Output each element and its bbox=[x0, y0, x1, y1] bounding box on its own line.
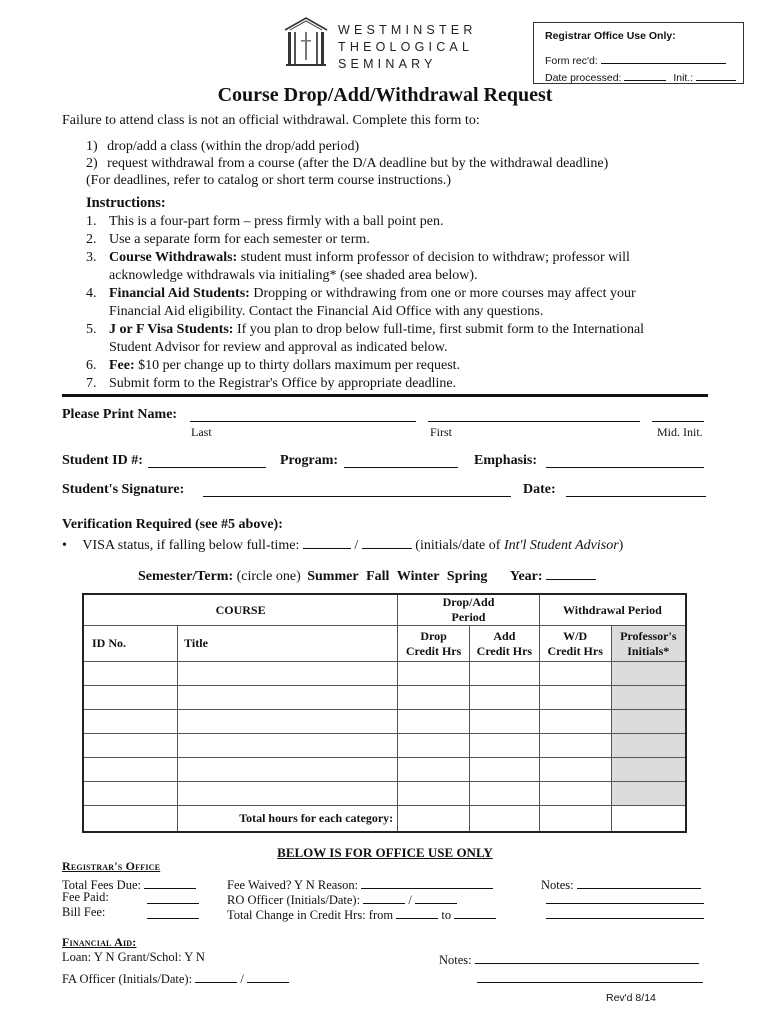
first-label: First bbox=[430, 425, 453, 439]
course-wd-cell[interactable] bbox=[539, 782, 611, 806]
wd-credit-label: Credit Hrs bbox=[547, 643, 603, 658]
signature-field[interactable] bbox=[203, 483, 511, 497]
purpose-1 bbox=[86, 138, 359, 156]
term-label: Semester/Term: bbox=[138, 569, 234, 584]
course-initials-cell[interactable] bbox=[611, 734, 686, 758]
course-title-cell[interactable] bbox=[178, 734, 398, 758]
verification-heading: Verification Required (see #5 above): bbox=[62, 517, 283, 532]
instruction-3-line-1: student must inform professor of decision to withdraw; professor will bbox=[237, 250, 630, 265]
financial-aid-heading: Financial Aid: bbox=[62, 935, 137, 949]
course-title-cell[interactable] bbox=[178, 758, 398, 782]
fa-notes-field-1[interactable] bbox=[475, 950, 699, 964]
course-initials-cell[interactable] bbox=[611, 758, 686, 782]
course-drop-cell[interactable] bbox=[398, 662, 470, 686]
course-row bbox=[83, 662, 686, 686]
withdrawal-period-header: Withdrawal Period bbox=[539, 594, 686, 626]
total-fees-field[interactable] bbox=[144, 875, 196, 889]
ro-officer-date-field[interactable] bbox=[415, 890, 457, 904]
instruction-5-bold: J or F Visa Students: bbox=[109, 322, 234, 337]
office-use-heading: BELOW IS FOR OFFICE USE ONLY bbox=[277, 845, 493, 860]
change-from-field[interactable] bbox=[396, 905, 438, 919]
init-field[interactable] bbox=[696, 67, 736, 81]
registrar-use-box bbox=[533, 22, 744, 84]
fee-waived-label: Fee Waived? Y N Reason: bbox=[227, 878, 359, 892]
seminary-line-3: SEMINARY bbox=[338, 57, 437, 71]
term-option-fall[interactable]: Fall bbox=[366, 569, 390, 584]
course-id-cell[interactable] bbox=[83, 710, 178, 734]
visa-initials-prefix: (initials/date of bbox=[415, 538, 504, 553]
course-row bbox=[83, 710, 686, 734]
year-label: Year: bbox=[509, 569, 543, 584]
instruction-4-bold: Financial Aid Students: bbox=[109, 286, 250, 301]
course-drop-cell[interactable] bbox=[398, 686, 470, 710]
ro-officer-label: RO Officer (Initials/Date): bbox=[227, 893, 361, 907]
registrar-notes-label: Notes: bbox=[541, 878, 574, 892]
visa-advisor: Int'l Student Advisor bbox=[503, 538, 619, 553]
instruction-4-line-1: Dropping or withdrawing from one or more courses may affect your bbox=[249, 286, 636, 301]
drop-add-period-label: Drop/Add Period bbox=[442, 595, 495, 624]
course-drop-cell[interactable] bbox=[398, 734, 470, 758]
course-id-cell[interactable] bbox=[83, 686, 178, 710]
course-add-cell[interactable] bbox=[469, 734, 539, 758]
instruction-3-num: 3. bbox=[86, 250, 97, 265]
drop-credit-label: Credit Hrs bbox=[405, 643, 462, 658]
instruction-5-line-2: Student Advisor for review and approval as indicated below. bbox=[109, 340, 448, 355]
add-credit-header bbox=[469, 626, 539, 662]
intro-text: Failure to attend class is not an official withdrawal. Complete this form to: bbox=[62, 113, 480, 128]
course-drop-cell[interactable] bbox=[398, 782, 470, 806]
term-option-winter[interactable]: Winter bbox=[396, 569, 440, 584]
deadline-note: (For deadlines, refer to catalog or short term course instructions.) bbox=[86, 173, 452, 188]
total-wd-cell[interactable] bbox=[539, 806, 611, 832]
term-option-spring[interactable]: Spring bbox=[446, 569, 488, 584]
term-circle-note: (circle one) bbox=[236, 569, 301, 584]
course-wd-cell[interactable] bbox=[539, 686, 611, 710]
instructions-heading: Instructions: bbox=[86, 195, 166, 211]
date-label: Date: bbox=[523, 482, 556, 497]
fee-waived-reason-field[interactable] bbox=[361, 875, 493, 889]
fa-officer-initials-field[interactable] bbox=[195, 969, 237, 983]
last-name-field[interactable] bbox=[190, 408, 416, 422]
visa-initials-suffix: ) bbox=[618, 538, 624, 553]
instruction-2-text: Use a separate form for each semester or term. bbox=[109, 232, 370, 247]
total-hours-label: Total hours for each category: bbox=[178, 806, 398, 832]
date-processed-label: Date processed: bbox=[545, 72, 622, 84]
title-header: Title bbox=[178, 626, 398, 662]
middle-initial-field[interactable] bbox=[652, 408, 704, 422]
course-row bbox=[83, 782, 686, 806]
course-add-cell[interactable] bbox=[469, 662, 539, 686]
visa-label: VISA status, if falling below full-time: bbox=[82, 538, 300, 553]
change-to-label: to bbox=[441, 908, 452, 922]
total-change-label: Total Change in Credit Hrs: from bbox=[227, 908, 394, 922]
student-id-label: Student ID #: bbox=[62, 453, 143, 468]
drop-label: Drop bbox=[420, 628, 447, 643]
course-title-cell[interactable] bbox=[178, 782, 398, 806]
form-recd-label: Form rec'd: bbox=[545, 55, 598, 67]
section-divider bbox=[62, 394, 708, 397]
course-add-cell[interactable] bbox=[469, 686, 539, 710]
emphasis-field[interactable] bbox=[546, 454, 704, 468]
term-row bbox=[138, 566, 596, 585]
total-drop-cell[interactable] bbox=[398, 806, 470, 832]
course-drop-cell[interactable] bbox=[398, 710, 470, 734]
date-processed-row bbox=[545, 67, 736, 84]
init-label: Init.: bbox=[673, 72, 694, 84]
course-id-cell[interactable] bbox=[83, 734, 178, 758]
total-add-cell[interactable] bbox=[469, 806, 539, 832]
change-to-field[interactable] bbox=[454, 905, 496, 919]
ro-officer-initials-field[interactable] bbox=[363, 890, 405, 904]
fee-paid-label: Fee Paid: bbox=[62, 890, 109, 904]
total-fees-label: Total Fees Due: bbox=[62, 878, 141, 892]
instruction-4-num: 4. bbox=[86, 286, 97, 301]
purpose-1-num: 1) bbox=[86, 139, 98, 154]
instruction-6-num: 6. bbox=[86, 358, 97, 373]
visa-date-field[interactable] bbox=[362, 535, 412, 549]
fa-notes-label: Notes: bbox=[439, 953, 472, 967]
course-initials-cell[interactable] bbox=[611, 710, 686, 734]
visa-bullet: • bbox=[62, 538, 67, 553]
student-id-field[interactable] bbox=[148, 454, 266, 468]
signature-label: Student's Signature: bbox=[62, 482, 185, 497]
form-recd-field[interactable] bbox=[601, 50, 726, 64]
wd-credit-header bbox=[539, 626, 611, 662]
course-title-cell[interactable] bbox=[178, 662, 398, 686]
course-row bbox=[83, 758, 686, 782]
registrar-notes-field-3[interactable] bbox=[546, 905, 704, 919]
registrar-box-title: Registrar Office Use Only: bbox=[545, 30, 676, 42]
table-header-row-1 bbox=[83, 594, 686, 626]
form-recd-row bbox=[545, 50, 726, 67]
program-label: Program: bbox=[280, 453, 339, 468]
visa-initials-field[interactable] bbox=[303, 535, 351, 549]
instruction-5-line-1: If you plan to drop below full-time, first submit form to the International bbox=[233, 322, 645, 337]
instruction-5-num: 5. bbox=[86, 322, 97, 337]
course-add-cell[interactable] bbox=[469, 710, 539, 734]
instruction-6-bold: Fee: bbox=[109, 358, 135, 373]
initials-label: Initials* bbox=[627, 643, 670, 658]
mid-init-label: Mid. Init. bbox=[657, 425, 703, 439]
seminary-name bbox=[338, 22, 477, 73]
ro-officer-slash: / bbox=[408, 893, 412, 907]
bill-fee-field[interactable] bbox=[147, 905, 199, 919]
instruction-2-num: 2. bbox=[86, 232, 97, 247]
instruction-1-num: 1. bbox=[86, 214, 97, 229]
wd-label: W/D bbox=[563, 628, 588, 643]
revision-label: Rev'd 8/14 bbox=[606, 992, 656, 1004]
fa-notes-field-2[interactable] bbox=[477, 969, 703, 983]
course-row bbox=[83, 734, 686, 758]
course-wd-cell[interactable] bbox=[539, 662, 611, 686]
course-wd-cell[interactable] bbox=[539, 710, 611, 734]
seminary-logo-icon bbox=[283, 16, 329, 68]
visa-row bbox=[62, 535, 623, 555]
date-field[interactable] bbox=[566, 483, 706, 497]
purpose-2-text: request withdrawal from a course (after the D/A deadline but by the withdrawal deadline) bbox=[107, 156, 609, 171]
drop-credit-header bbox=[398, 626, 470, 662]
course-row bbox=[83, 686, 686, 710]
term-option-summer[interactable]: Summer bbox=[307, 569, 359, 584]
registrar-notes-field-1[interactable] bbox=[577, 875, 701, 889]
course-id-cell[interactable] bbox=[83, 782, 178, 806]
bill-fee-label: Bill Fee: bbox=[62, 905, 106, 919]
course-id-cell[interactable] bbox=[83, 758, 178, 782]
last-label: Last bbox=[191, 425, 212, 439]
emphasis-label: Emphasis: bbox=[474, 453, 538, 468]
add-label: Add bbox=[493, 628, 516, 643]
fa-officer-row bbox=[62, 969, 289, 988]
fa-notes-row bbox=[439, 950, 699, 969]
print-name-label: Please Print Name: bbox=[62, 407, 178, 422]
course-initials-cell[interactable] bbox=[611, 782, 686, 806]
instruction-7-text: Submit form to the Registrar's Office by appropriate deadline. bbox=[109, 376, 457, 391]
table-header-row-2 bbox=[83, 626, 686, 662]
course-id-cell[interactable] bbox=[83, 662, 178, 686]
course-rows bbox=[83, 662, 686, 806]
program-field[interactable] bbox=[344, 454, 458, 468]
instruction-1-text: This is a four-part form – press firmly with a ball point pen. bbox=[109, 214, 444, 229]
course-table bbox=[82, 593, 687, 833]
visa-slash: / bbox=[354, 538, 359, 553]
instructions-list bbox=[86, 213, 726, 393]
id-no-header: ID No. bbox=[83, 626, 178, 662]
registrar-notes-field-2[interactable] bbox=[546, 890, 704, 904]
seminary-line-1: WESTMINSTER bbox=[338, 23, 477, 37]
instruction-7-num: 7. bbox=[86, 376, 97, 391]
professor-initials-header bbox=[611, 626, 686, 662]
course-header: COURSE bbox=[83, 594, 398, 626]
purpose-2-num: 2) bbox=[86, 156, 98, 171]
first-name-field[interactable] bbox=[428, 408, 640, 422]
total-row bbox=[83, 806, 686, 832]
fa-officer-slash: / bbox=[240, 972, 244, 986]
course-add-cell[interactable] bbox=[469, 758, 539, 782]
date-processed-field[interactable] bbox=[624, 67, 666, 81]
fee-paid-field[interactable] bbox=[147, 890, 199, 904]
course-wd-cell[interactable] bbox=[539, 758, 611, 782]
fa-officer-label: FA Officer (Initials/Date): bbox=[62, 972, 193, 986]
purpose-2 bbox=[86, 155, 608, 173]
instruction-6-line-1: $10 per change up to thirty dollars maximum per request. bbox=[134, 358, 461, 373]
course-wd-cell[interactable] bbox=[539, 734, 611, 758]
year-field[interactable] bbox=[546, 566, 596, 580]
course-initials-cell[interactable] bbox=[611, 662, 686, 686]
loan-grant-row: Loan: Y N Grant/Schol: Y N bbox=[62, 950, 205, 964]
course-title-cell[interactable] bbox=[178, 686, 398, 710]
course-drop-cell[interactable] bbox=[398, 758, 470, 782]
course-title-cell[interactable] bbox=[178, 710, 398, 734]
registrar-office-heading: Registrar's Office bbox=[62, 859, 161, 873]
purpose-1-text: drop/add a class (within the drop/add period) bbox=[107, 139, 360, 154]
fa-officer-date-field[interactable] bbox=[247, 969, 289, 983]
total-change-row bbox=[227, 905, 496, 924]
course-add-cell[interactable] bbox=[469, 782, 539, 806]
drop-add-period-header bbox=[398, 594, 540, 626]
course-initials-cell[interactable] bbox=[611, 686, 686, 710]
professors-label: Professor's bbox=[620, 628, 677, 643]
instruction-3-bold: Course Withdrawals: bbox=[109, 250, 238, 265]
form-title: Course Drop/Add/Withdrawal Request bbox=[217, 84, 553, 106]
seminary-line-2: THEOLOGICAL bbox=[338, 40, 474, 54]
add-credit-label: Credit Hrs bbox=[476, 643, 533, 658]
instruction-4-line-2: Financial Aid eligibility. Contact the Financial Aid Office with any questions. bbox=[109, 304, 544, 319]
instruction-3-line-2: acknowledge withdrawals via initialing* (see shaded area below). bbox=[109, 268, 478, 283]
